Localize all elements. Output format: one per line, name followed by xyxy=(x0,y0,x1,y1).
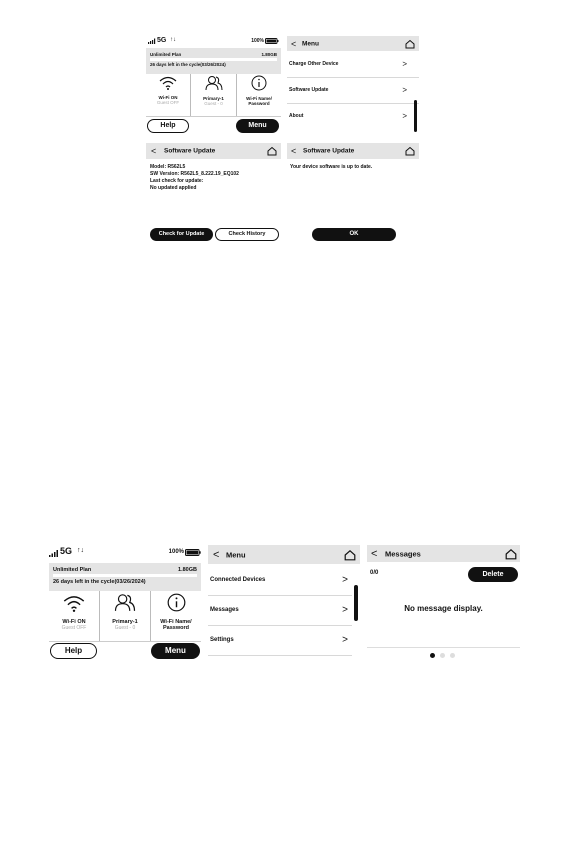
home-icon[interactable] xyxy=(405,147,415,156)
menu-button[interactable]: Menu xyxy=(236,119,279,133)
status-bar xyxy=(148,37,279,46)
page-indicator xyxy=(430,653,458,659)
users-tile[interactable] xyxy=(191,74,236,116)
ok-button[interactable]: OK xyxy=(312,228,396,241)
software-result-screen xyxy=(287,143,419,244)
empty-message: No message display. xyxy=(404,604,483,613)
tiles-row xyxy=(49,591,201,642)
guest-status: Guest OFF xyxy=(61,625,87,631)
chevron-right-icon: > xyxy=(342,604,348,616)
software-update-screen xyxy=(146,143,281,244)
plan-name: Unlimited Plan xyxy=(150,52,182,57)
menu-item-label: Software Update xyxy=(289,87,329,93)
guest-count: Guest - 0 xyxy=(114,625,136,631)
status-bar xyxy=(49,546,201,558)
menu-item-messages[interactable] xyxy=(208,595,352,626)
check-history-button[interactable]: Check History xyxy=(215,228,279,241)
users-icon xyxy=(205,75,223,91)
chevron-right-icon: > xyxy=(402,85,407,95)
plan-usage: 1.80GB xyxy=(261,52,277,57)
back-icon[interactable]: < xyxy=(371,547,378,560)
home-icon[interactable] xyxy=(405,39,415,48)
guest-status: Guest OFF xyxy=(156,100,180,105)
wifi-status: Wi-Fi ON xyxy=(158,95,178,100)
sw-version-line: SW Version: R562L5_8.222.19_EQ102 xyxy=(150,171,239,177)
wifi-status: Wi-Fi ON xyxy=(62,619,86,625)
message-count: 0/0 xyxy=(370,570,379,576)
wifi-tile[interactable] xyxy=(49,591,99,641)
wifi-icon xyxy=(63,595,85,612)
password-label: Password xyxy=(163,625,189,631)
network-label: 5G xyxy=(157,37,167,44)
primary-user: Primary-1 xyxy=(203,96,224,101)
home-screen-top xyxy=(146,36,281,135)
network-label: 5G xyxy=(60,546,73,556)
cycle-text: 26 days left in the cycle(03/26/2024) xyxy=(53,579,146,585)
last-check-line: Last check for update: xyxy=(150,178,204,184)
software-update-title: Software Update xyxy=(164,147,216,155)
plan-usage: 1.80GB xyxy=(178,567,197,573)
battery-icon xyxy=(265,38,279,44)
menu-title: Menu xyxy=(226,550,246,559)
menu-item-about[interactable] xyxy=(287,103,419,129)
battery-label: 100% xyxy=(168,549,184,555)
menu-item-label: Connected Devices xyxy=(210,576,266,583)
message-list xyxy=(367,587,520,648)
page-dot[interactable] xyxy=(450,653,455,658)
up-to-date-message: Your device software is up to date. xyxy=(290,164,373,170)
back-icon[interactable]: < xyxy=(151,146,157,156)
chevron-right-icon: > xyxy=(342,634,348,646)
help-button[interactable]: Help xyxy=(147,119,189,133)
menu-item-settings[interactable] xyxy=(208,625,352,656)
home-icon[interactable] xyxy=(505,548,517,559)
users-icon xyxy=(114,593,136,612)
menu-item-label: Charge Other Device xyxy=(289,61,339,67)
check-for-update-button[interactable]: Check for Update xyxy=(150,228,213,241)
plan-panel xyxy=(49,563,201,591)
home-icon[interactable] xyxy=(344,549,356,560)
scrollbar[interactable] xyxy=(414,100,417,132)
menu-button[interactable]: Menu xyxy=(151,643,200,659)
signal-icon xyxy=(49,549,60,557)
battery-label: 100% xyxy=(251,38,264,44)
wifi-name-label: Wi-Fi Name/ xyxy=(246,96,272,101)
back-icon[interactable]: < xyxy=(291,38,297,49)
wifi-name-tile[interactable] xyxy=(237,74,281,116)
primary-user: Primary-1 xyxy=(112,619,138,625)
guest-count: Guest - 0 xyxy=(204,101,223,106)
wifi-name-label: Wi-Fi Name/ xyxy=(160,619,192,625)
update-status-line: No updated applied xyxy=(150,185,197,191)
messages-screen xyxy=(367,545,520,665)
chevron-right-icon: > xyxy=(402,59,407,69)
chevron-right-icon: > xyxy=(342,574,348,585)
data-arrows-icon: ↑↓ xyxy=(77,547,84,554)
home-icon[interactable] xyxy=(267,147,277,156)
wifi-tile[interactable] xyxy=(146,74,190,116)
menu-item-label: Settings xyxy=(210,637,234,643)
help-button[interactable]: Help xyxy=(50,643,97,659)
menu-title: Menu xyxy=(302,40,319,47)
software-result-title: Software Update xyxy=(303,147,355,155)
menu-item-connected-devices[interactable] xyxy=(208,564,352,596)
menu-item-label: Messages xyxy=(210,607,239,613)
device-info xyxy=(150,164,239,192)
cycle-text: 26 days left in the cycle(03/26/2024) xyxy=(150,62,226,67)
home-screen-bottom xyxy=(49,544,201,664)
menu-header xyxy=(208,545,360,564)
menu-item-charge[interactable] xyxy=(287,51,419,78)
messages-title: Messages xyxy=(385,549,421,558)
wifi-icon xyxy=(159,76,177,90)
software-update-header xyxy=(146,143,281,159)
page-dot-active[interactable] xyxy=(430,653,435,658)
data-arrows-icon: ↑↓ xyxy=(170,37,176,43)
users-tile[interactable] xyxy=(100,591,150,641)
tiles-row xyxy=(146,74,281,117)
wifi-name-tile[interactable] xyxy=(151,591,201,641)
menu-screen-top xyxy=(287,36,419,136)
plan-name: Unlimited Plan xyxy=(53,567,92,573)
info-icon xyxy=(251,75,267,91)
password-label: Password xyxy=(248,101,270,106)
back-icon[interactable]: < xyxy=(291,146,297,156)
model-line: Model: R562L5 xyxy=(150,164,186,170)
plan-panel xyxy=(146,48,281,74)
info-icon xyxy=(167,593,186,612)
back-icon[interactable]: < xyxy=(213,548,220,561)
battery-icon xyxy=(185,549,201,556)
signal-icon xyxy=(148,38,157,44)
menu-item-label: About xyxy=(289,113,304,119)
menu-header xyxy=(287,36,419,51)
software-result-header xyxy=(287,143,419,159)
delete-button[interactable]: Delete xyxy=(468,567,518,582)
messages-header xyxy=(367,545,520,562)
menu-item-software[interactable] xyxy=(287,77,419,104)
menu-screen-bottom xyxy=(208,545,360,663)
chevron-right-icon: > xyxy=(402,111,407,121)
page-dot[interactable] xyxy=(440,653,445,658)
scrollbar[interactable] xyxy=(354,585,358,621)
